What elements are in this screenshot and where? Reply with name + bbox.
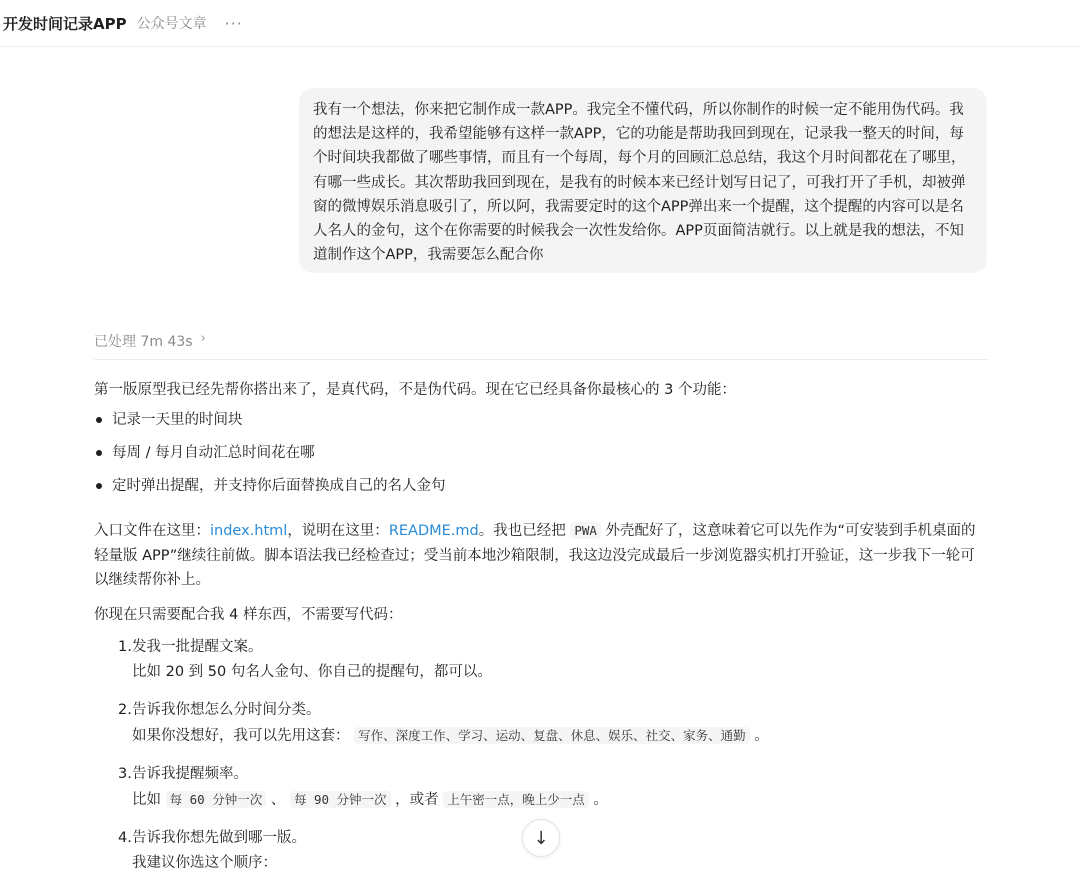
processed-label: 已处理 7m 43s — [94, 334, 193, 350]
readme-link[interactable]: README.md — [388, 523, 479, 539]
pwa-prefix: 。我也已经把 — [478, 523, 571, 539]
arrow-down-icon: ↓ — [533, 827, 549, 849]
separator-a: 、 — [270, 791, 286, 808]
step-detail-prefix: 比如 — [132, 791, 161, 808]
frequency-code-b: 每 90 分钟一次 — [290, 791, 391, 808]
step-number: 3. — [118, 765, 132, 782]
step-item — [94, 762, 988, 813]
conversation-subtitle[interactable]: 公众号文章 — [136, 16, 207, 32]
step-number: 2. — [118, 701, 132, 718]
user-message-bubble: 我有一个想法，你来把它制作成一款APP。我完全不懂代码，所以你制作的时候一定不能用伪代码。我的想法是这样的，我希望能够有这样一款APP，它的功能是帮助我回到现在，记录我一整天的时间，每个时间块我都做了哪些事情，而且有一个每周，每个月的回顾汇总总结，我这个月时间都花在了哪里，有哪一些成长。其次帮助我回到现在，是我有的时候本来已经计划写日记了，可我打开了手机，却被弹窗的微博娱乐消息吸引了，所以阿，我需要定时的这个APP弹出来一个提醒，这个提醒的内容可以是名人名人的金句，这个在你需要的时候我会一次性发给你。APP页面简洁就行。以上就是我的想法，不知道制作这个APP，我需要怎么配合你 — [299, 88, 987, 273]
list-item — [94, 441, 988, 474]
category-code: 写作、深度工作、学习、运动、复盘、休息、娱乐、社交、家务、通勤 — [354, 727, 750, 744]
step-item — [94, 635, 988, 685]
step-detail: 比如 20 到 50 句名人金句、你自己的提醒句，都可以。 — [132, 663, 492, 680]
list-item-text: 每周 / 每月自动汇总时间花在哪 — [112, 445, 315, 461]
assistant-answer — [94, 378, 988, 889]
step-number: 4. — [118, 829, 132, 846]
list-item-text: 记录一天里的时间块 — [112, 412, 243, 428]
step-heading: 告诉我你想先做到哪一版。 — [132, 829, 306, 846]
step-number: 1. — [118, 638, 132, 655]
step-detail-suffix: 。 — [593, 791, 608, 808]
step-detail — [116, 723, 988, 749]
conversation-title[interactable]: 开发时间记录APP — [3, 14, 127, 33]
bullet-icon — [96, 450, 102, 456]
index-html-link[interactable]: index.html — [210, 523, 288, 539]
list-item — [94, 408, 988, 441]
list-item — [94, 474, 988, 507]
frequency-code-a: 每 60 分钟一次 — [166, 791, 267, 808]
bullet-icon — [96, 417, 102, 423]
step-heading: 告诉我提醒频率。 — [132, 765, 248, 782]
more-options-icon[interactable]: ··· — [224, 13, 243, 33]
answer-intro: 第一版原型我已经先帮你搭出来了，是真代码，不是伪代码。现在它已经具备你最核心的 3 个功能： — [94, 382, 736, 398]
step-detail-suffix: 。 — [754, 727, 769, 744]
feature-list — [94, 408, 988, 507]
pwa-code: PWA — [570, 522, 601, 539]
entry-paragraph — [94, 519, 988, 593]
pwa-suffix: 外壳配好了，这意味着它可以先作为“可安装到手机桌面的轻量版 APP”继续往前做。脚本语法我已经检查过；受当前本地沙箱限制，我这边没完成最后一步浏览器实机打开验证，这一步我下一轮可以继续帮你补上。 — [94, 523, 976, 588]
separator-b: ，或者 — [395, 791, 439, 808]
list-item-text: 定时弹出提醒，并支持你后面替换成自己的名人金句 — [112, 478, 446, 494]
chevron-right-icon: › — [200, 331, 206, 346]
readme-prefix: ，说明在这里： — [287, 523, 389, 539]
step-detail: 我建议你选这个顺序： — [132, 854, 277, 871]
needs-intro: 你现在只需要配合我 4 样东西，不需要写代码： — [94, 606, 403, 623]
step-detail-prefix: 如果你没想好，我可以先用这套： — [132, 727, 350, 744]
scroll-down-button[interactable] — [522, 819, 560, 857]
step-detail — [116, 787, 988, 813]
top-bar — [0, 0, 1080, 47]
step-heading: 发我一批提醒文案。 — [132, 638, 263, 655]
bullet-icon — [96, 483, 102, 489]
entry-prefix: 入口文件在这里： — [94, 523, 210, 539]
processed-toggle[interactable] — [94, 331, 988, 360]
step-heading: 告诉我你想怎么分时间分类。 — [132, 701, 321, 718]
step-item — [94, 698, 988, 749]
frequency-code-c: 上午密一点，晚上少一点 — [443, 791, 589, 808]
